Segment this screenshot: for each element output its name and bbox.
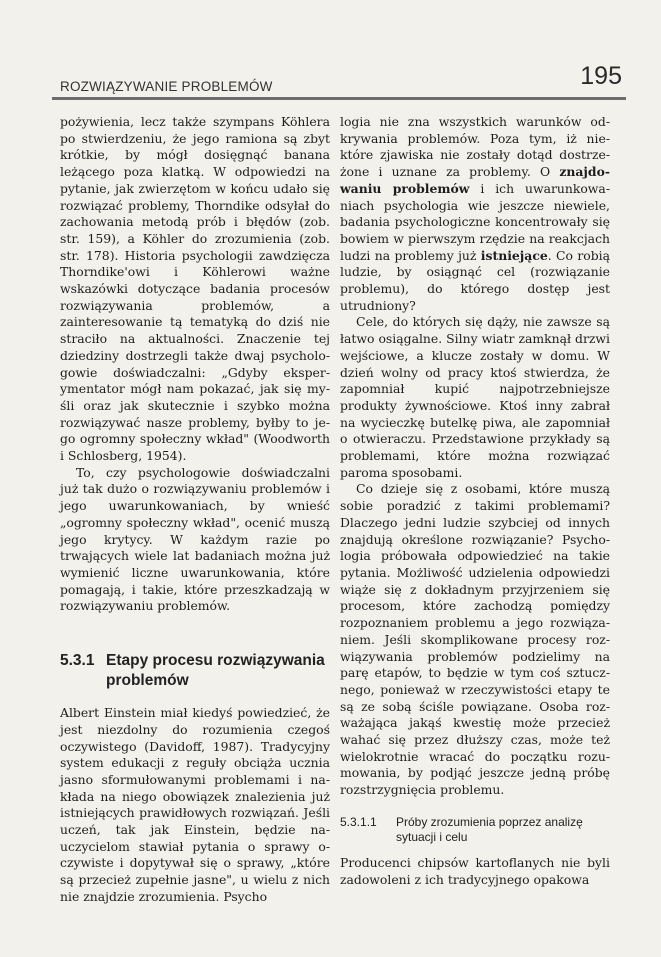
page-header (52, 62, 626, 100)
subsection-number: 5.3.1.1 (340, 814, 377, 829)
paragraph: pożywienia, lecz także szympans Köhlera po stwierdzeniu, że jego ramiona są zbyt krótkie, by mógł dosięgnąć banana leżącego poza klatką. W odpowiedzi na pytanie, jak zwierzętom w końcu udało się rozwiązać problemy, Thorndike odsyłał do zachowania metodą prób i błędów (zob. str. 159), a Köhler do zrozumienia (zob. str. 178). Historia psychologii zawdzięcza Thorndike'owi i Köhlerowi ważne wskazówki dotyczące badania procesów rozwiązywania problemów, a zainteresowanie tą tematyką do dziś nie straciło na aktualności. Znaczenie tej dziedziny dostrzegli także dwaj psychologowie doświadczalni: „Gdyby eksperymentator mógł nam pokazać, jak się myśli oraz jak skutecznie i szybko można rozwiązywać nasze problemy, byłby to jego ogromny społeczny wkład" (Woodworth i Schlosberg, 1954). (60, 114, 330, 464)
text-run: logia nie zna wszystkich warunków odkrywania problemów. Poza tym, iż niektóre zjawiska nie zostały dotąd dostrzeżone i uznane za problemy. O (340, 114, 610, 180)
bold-term: istniejące (480, 247, 548, 263)
right-column (340, 114, 610, 888)
running-head: ROZWIĄZYWANIE PROBLEMÓW (60, 79, 273, 94)
section-title: Etapy procesu rozwiązywania problemów (106, 652, 325, 690)
text-run: . Co robią ludzie, by osiągnąć cel (rozwiązanie problemu), do którego dostęp jest utrudniony? (340, 247, 610, 313)
paragraph (340, 114, 610, 314)
paragraph: To, czy psychologowie doświadczalni już tak dużo o rozwiązywaniu problemów i jego uwarunkowaniach, by wnieść „ogromny społeczny wkład", ocenić muszą jego krytycy. W każdym razie po trwających wiele lat badaniach można już wymienić liczne uwarunkowania, które pomagają, i takie, które przeszkadzają w rozwiązywaniu problemów. (60, 464, 330, 614)
header-rule (52, 97, 626, 100)
subsection-heading (340, 815, 610, 845)
page-number: 195 (580, 62, 622, 90)
subsection-title: Próby zrozumienia poprzez analizę sytuacji i celu (396, 814, 583, 844)
paragraph: Producenci chipsów kartoflanych nie byli zadowoleni z ich tradycyjnego opakowa (340, 854, 610, 887)
bold-term: znajdowaniu problemów (340, 164, 610, 196)
paragraph: Albert Einstein miał kiedyś powiedzieć, że jest niezdolny do rozumienia czegoś oczywistego (Davidoff, 1987). Tradycyjny system edukacji z reguły obciąża ucznia jasno sformułowanymi problemami i nakłada na niego obowiązek znalezienia już istniejących prawidłowych rozwiązań. Jeśli uczeń, tak jak Einstein, będzie nauczycielom stawiał pytania o sprawy oczywiste i dopytywał się o sprawy, „które są przecież zupełnie jasne", u wielu z nich nie znajdzie zrozumienia. Psycho (60, 705, 330, 904)
section-heading (60, 651, 330, 691)
left-column (60, 114, 330, 906)
section-number: 5.3.1 (60, 652, 95, 670)
text-run: i ich uwarunkowaniach psychologia wie jeszcze niewiele, badania psychologiczne koncentrowały się bowiem w pierwszym rzędzie na reakcjach ludzi na problemy już (340, 180, 610, 263)
paragraph: Co dzieje się z osobami, które muszą sobie poradzić z takimi problemami? Dlaczego jedni ludzie szybciej od innych znajdują określone rozwiązanie? Psychologia próbowała odpowiedzieć na takie pytania. Możliwość udzielenia odpowiedzi wiąże się z dokładnym przyjrzeniem się procesom, które zachodzą pomiędzy rozpoznaniem problemu a jego rozwiązaniem. Jeśli skomplikowane procesy rozwiązywania problemów podzielimy na parę etapów, to będzie w tym coś sztucznego, ponieważ w rzeczywistości etapy te są ze sobą ściśle powiązane. Osoba rozważająca jakąś kwestię może przecież wahać się przez dłuższy czas, może też wielokrotnie wracać do początku rozumowania, by podjąć jeszcze jedną próbę rozstrzygnięcia problemu. (340, 481, 610, 798)
paragraph: Cele, do których się dąży, nie zawsze są łatwo osiągalne. Silny wiatr zamknął drzwi wejściowe, a klucze zostały w domu. W dzień wolny od pracy ktoś stwierdza, że zapomniał kupić najpotrzebniejsze produkty żywnościowe. Ktoś inny zabrał na wycieczkę butelkę piwa, ale zapomniał o otwieraczu. Przedstawione przykłady są problemami, które można rozwiązać paroma sposobami. (340, 314, 610, 480)
